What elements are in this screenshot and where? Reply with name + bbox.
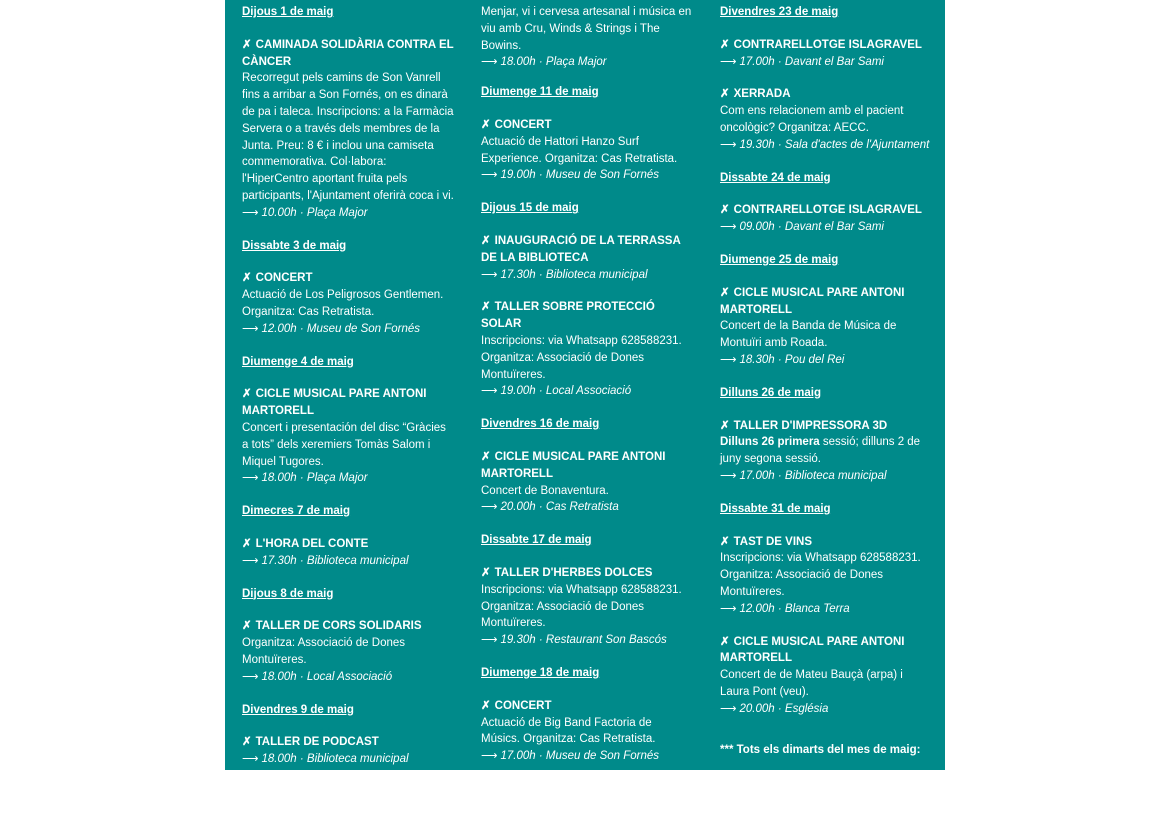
event-title-text: CICLE MUSICAL PARE ANTONI MARTORELL (242, 388, 427, 418)
event-item (481, 117, 693, 184)
cross-icon: ✗ (720, 535, 730, 548)
cross-icon: ✗ (481, 234, 491, 247)
event-item (481, 698, 693, 765)
event-time-place-text: 19.30h · Sala d'actes de l'Ajuntament (739, 138, 930, 151)
event-description-text: Inscripcions: via Whatsapp 628588231. Organitza: Associació de Dones Montuïreres. (481, 583, 682, 630)
footer-note: *** Tots els dimarts del mes de maig: (720, 743, 921, 756)
cross-icon: ✗ (242, 38, 252, 51)
event-item (242, 734, 454, 768)
event-description (481, 582, 693, 632)
event-item (481, 449, 693, 516)
day-heading: Diumenge 25 de maig (720, 253, 839, 266)
event-title (242, 536, 454, 553)
event-item (720, 534, 932, 618)
event-description: Menjar, vi i cervesa artesanal i música en viu amb Cru, Winds & Strings i The Bowins. (481, 6, 692, 52)
event-description (242, 420, 454, 470)
event-time-place-text: 19.30h · Restaurant Son Bascós (500, 634, 667, 647)
event-time-place (242, 205, 454, 222)
event-description (481, 134, 693, 168)
event-description (720, 434, 932, 468)
event-calendar-panel (225, 0, 945, 795)
event-description-text: Recorregut pels camins de Son Vanrell fins a arribar a Son Fornés, on es dinarà de pa i taleca. Inscripcions: a la Farmàcia Servera o a través dels membres de la Junta. Preu: 8 € i inclou una camiseta commemorativa. Col·labora: l'HiperCentro aportant fruita pels participants, l'Ajuntament oferirà coca i vi. (242, 72, 454, 202)
day-heading: Dissabte 24 de maig (720, 171, 831, 184)
cross-icon: ✗ (242, 388, 252, 401)
event-title (720, 202, 932, 219)
event-time-place (242, 470, 454, 487)
day-heading: Dijous 8 de maig (242, 587, 334, 600)
arrow-icon: ⟶ (720, 702, 737, 715)
event-title (720, 37, 932, 54)
event-title-text: CAMINADA SOLIDÀRIA CONTRA EL CÀNCER (242, 38, 454, 68)
event-time-place (720, 701, 932, 718)
event-description (481, 715, 693, 749)
event-time-place-text: 19.00h · Local Associació (500, 385, 632, 398)
cross-icon: ✗ (481, 699, 491, 712)
event-description (720, 318, 932, 352)
event-time-place (481, 383, 693, 400)
cross-icon: ✗ (242, 736, 252, 749)
event-time-place (242, 321, 454, 338)
event-time-place-text: 20.00h · Església (739, 702, 829, 715)
event-title-text: CONCERT (255, 272, 313, 285)
event-item (720, 285, 932, 369)
event-time-place (481, 748, 693, 765)
event-time-place-text: 18.00h · Local Associació (261, 670, 393, 683)
cross-icon: ✗ (242, 620, 252, 633)
day-heading: Divendres 16 de maig (481, 418, 600, 431)
event-title (481, 299, 693, 333)
arrow-icon: ⟶ (242, 322, 259, 335)
event-title (720, 534, 932, 551)
event-title (481, 117, 693, 134)
arrow-icon: ⟶ (481, 634, 498, 647)
day-heading: Dissabte 17 de maig (481, 534, 592, 547)
cross-icon: ✗ (481, 301, 491, 314)
day-heading: Dissabte 3 de maig (242, 239, 347, 252)
day-heading: Dijous 15 de maig (481, 202, 579, 215)
event-time-place (481, 167, 693, 184)
cross-icon: ✗ (720, 38, 730, 51)
event-time-place-text: 17.00h · Davant el Bar Sami (739, 55, 884, 68)
arrow-icon: ⟶ (720, 469, 737, 482)
event-description-text: Concert de la Banda de Música de Montuïri amb Roada. (720, 320, 897, 350)
arrow-icon: ⟶ (720, 602, 737, 615)
event-item (720, 634, 932, 718)
arrow-icon: ⟶ (720, 353, 737, 366)
event-time-place-text: 17.30h · Biblioteca municipal (500, 268, 648, 281)
arrow-icon: ⟶ (481, 268, 498, 281)
event-time-place (720, 54, 932, 71)
event-time-place-text: 18.00h · Plaça Major (261, 472, 368, 485)
day-heading: Dijous 1 de maig (242, 6, 334, 18)
day-heading: Dimecres 7 de maig (242, 505, 351, 518)
event-title (720, 418, 932, 435)
day-heading: Diumenge 18 de maig (481, 666, 600, 679)
event-title-text: CONCERT (494, 699, 552, 712)
event-time-place (481, 267, 693, 284)
event-title-text: INAUGURACIÓ DE LA TERRASSA DE LA BIBLIOTECA (481, 234, 681, 264)
event-description-bold: Dilluns 26 primera (720, 436, 820, 449)
arrow-icon: ⟶ (481, 501, 498, 514)
event-time-place-text: 20.00h · Cas Retratista (500, 501, 619, 514)
event-title-text: CONTRARELLOTGE ISLAGRAVEL (733, 38, 922, 51)
event-description-text: sessió; dilluns 2 de juny segona sessió. (720, 436, 921, 466)
event-title-text: CICLE MUSICAL PARE ANTONI MARTORELL (481, 450, 666, 480)
event-time-place-text: 12.00h · Museu de Son Fornés (261, 322, 421, 335)
event-time-place-text: 18.00h · Biblioteca municipal (261, 753, 409, 766)
event-title (242, 37, 454, 71)
event-description (242, 70, 454, 204)
event-description-text: Actuació de Hattori Hanzo Surf Experience. Organitza: Cas Retratista. (481, 135, 678, 165)
arrow-icon: ⟶ (481, 56, 498, 69)
day-heading: Divendres 23 de maig (720, 6, 839, 18)
event-description (720, 667, 932, 701)
arrow-icon: ⟶ (242, 206, 259, 219)
event-description (242, 635, 454, 669)
event-title-text: CICLE MUSICAL PARE ANTONI MARTORELL (720, 635, 905, 665)
event-title (481, 698, 693, 715)
event-title-text: TALLER D'HERBES DOLCES (494, 566, 653, 579)
event-title-text: XERRADA (733, 88, 791, 101)
column-3 (720, 4, 932, 758)
event-description-text: Actuació de Los Peligrosos Gentlemen. Organitza: Cas Retratista. (242, 289, 444, 318)
event-description (720, 550, 932, 600)
event-title (720, 86, 932, 103)
event-time-place (720, 219, 932, 236)
arrow-icon: ⟶ (720, 55, 737, 68)
event-time-place-text: 09.00h · Davant el Bar Sami (739, 221, 884, 234)
event-item (242, 536, 454, 570)
event-item (481, 233, 693, 283)
event-description-text: Inscripcions: via Whatsapp 628588231. Organitza: Associació de Dones Montuïreres. (481, 334, 682, 381)
event-time-place-text: 17.30h · Biblioteca municipal (261, 554, 409, 567)
cross-icon: ✗ (481, 118, 491, 131)
event-time-place (720, 468, 932, 485)
cross-icon: ✗ (720, 635, 730, 648)
event-description-text: Actuació de Big Band Factoria de Músics. Organitza: Cas Retratista. (481, 716, 656, 746)
event-description-text: Concert de de Mateu Bauçà (arpa) i Laura Pont (veu). (720, 669, 903, 698)
arrow-icon: ⟶ (481, 169, 498, 182)
event-item (720, 418, 932, 485)
event-time-place (481, 632, 693, 649)
event-time-place-text: 10.00h · Plaça Major (261, 206, 368, 219)
event-title (481, 565, 693, 582)
arrow-icon: ⟶ (720, 221, 737, 234)
event-time-place (242, 669, 454, 686)
cross-icon: ✗ (481, 450, 491, 463)
event-item (481, 299, 693, 400)
event-time-place-text: 12.00h · Blanca Terra (739, 602, 850, 615)
event-title (242, 386, 454, 420)
day-heading: Diumenge 11 de maig (481, 86, 599, 99)
event-title (242, 734, 454, 751)
event-title (242, 270, 454, 287)
arrow-icon: ⟶ (481, 385, 498, 398)
event-item (720, 86, 932, 153)
event-item (242, 37, 454, 222)
day-heading: Dilluns 26 de maig (720, 386, 821, 399)
event-title-text: TALLER SOBRE PROTECCIÓ SOLAR (481, 301, 655, 331)
event-item (481, 565, 693, 649)
event-time-place-text: 17.00h · Museu de Son Fornés (500, 750, 660, 763)
event-time-place (242, 553, 454, 570)
event-description (481, 333, 693, 383)
event-time-place-text: 18.00h · Plaça Major (500, 56, 607, 69)
arrow-icon: ⟶ (242, 753, 259, 766)
event-time-place (481, 54, 693, 71)
arrow-icon: ⟶ (242, 554, 259, 567)
column-1 (242, 4, 454, 784)
arrow-icon: ⟶ (242, 670, 259, 683)
continued-event (481, 4, 693, 71)
cross-icon: ✗ (242, 537, 252, 550)
event-item (242, 618, 454, 685)
event-title (720, 285, 932, 319)
event-title-text: TALLER DE PODCAST (255, 736, 379, 749)
event-time-place (720, 352, 932, 369)
arrow-icon: ⟶ (720, 138, 737, 151)
cross-icon: ✗ (720, 419, 730, 432)
event-title (481, 233, 693, 267)
cross-icon: ✗ (481, 566, 491, 579)
event-title-text: TALLER DE CORS SOLIDARIS (255, 620, 422, 633)
event-time-place (242, 751, 454, 768)
event-description (481, 483, 693, 500)
event-description-text: Organitza: Associació de Dones Montuïreres. (242, 637, 406, 666)
event-time-place-text: 18.30h · Pou del Rei (739, 353, 845, 366)
event-item (242, 270, 454, 337)
event-time-place (481, 499, 693, 516)
arrow-icon: ⟶ (242, 472, 259, 485)
cross-icon: ✗ (720, 286, 730, 299)
event-time-place (720, 601, 932, 618)
event-description (720, 103, 932, 137)
event-title-text: TAST DE VINS (733, 535, 813, 548)
event-description (242, 287, 454, 321)
event-item (242, 386, 454, 487)
event-title (720, 634, 932, 668)
event-description-text: Inscripcions: via Whatsapp 628588231. Organitza: Associació de Dones Montuïreres. (720, 552, 921, 598)
day-heading: Divendres 9 de maig (242, 703, 354, 716)
event-title (481, 449, 693, 483)
event-title-text: CICLE MUSICAL PARE ANTONI MARTORELL (720, 286, 905, 316)
day-heading: Diumenge 4 de maig (242, 355, 354, 368)
arrow-icon: ⟶ (481, 750, 498, 763)
event-item (720, 202, 932, 236)
event-title (242, 618, 454, 635)
day-heading: Dijous 22 de maig (481, 782, 579, 795)
cross-icon: ✗ (242, 272, 252, 285)
event-title-text: L'HORA DEL CONTE (255, 537, 369, 550)
event-description-text: Concert i presentación del disc “Gràcies a tots” dels xeremiers Tomàs Salom i Miquel Tugores. (242, 421, 446, 468)
event-time-place-text: 17.00h · Biblioteca municipal (739, 469, 887, 482)
column-2 (481, 4, 693, 814)
event-description-text: Com ens relacionem amb el pacient oncològic? Organitza: AECC. (720, 105, 904, 134)
event-time-place-text: 19.00h · Museu de Son Fornés (500, 169, 660, 182)
event-description-text: Concert de Bonaventura. (481, 484, 609, 497)
cross-icon: ✗ (720, 88, 730, 101)
event-item (720, 37, 932, 71)
event-title-text: CONTRARELLOTGE ISLAGRAVEL (733, 204, 922, 217)
event-title-text: CONCERT (494, 118, 552, 131)
cross-icon: ✗ (720, 204, 730, 217)
day-heading: Dissabte 31 de maig (720, 502, 831, 515)
event-title-text: TALLER D'IMPRESSORA 3D (733, 419, 888, 432)
event-time-place (720, 137, 932, 154)
